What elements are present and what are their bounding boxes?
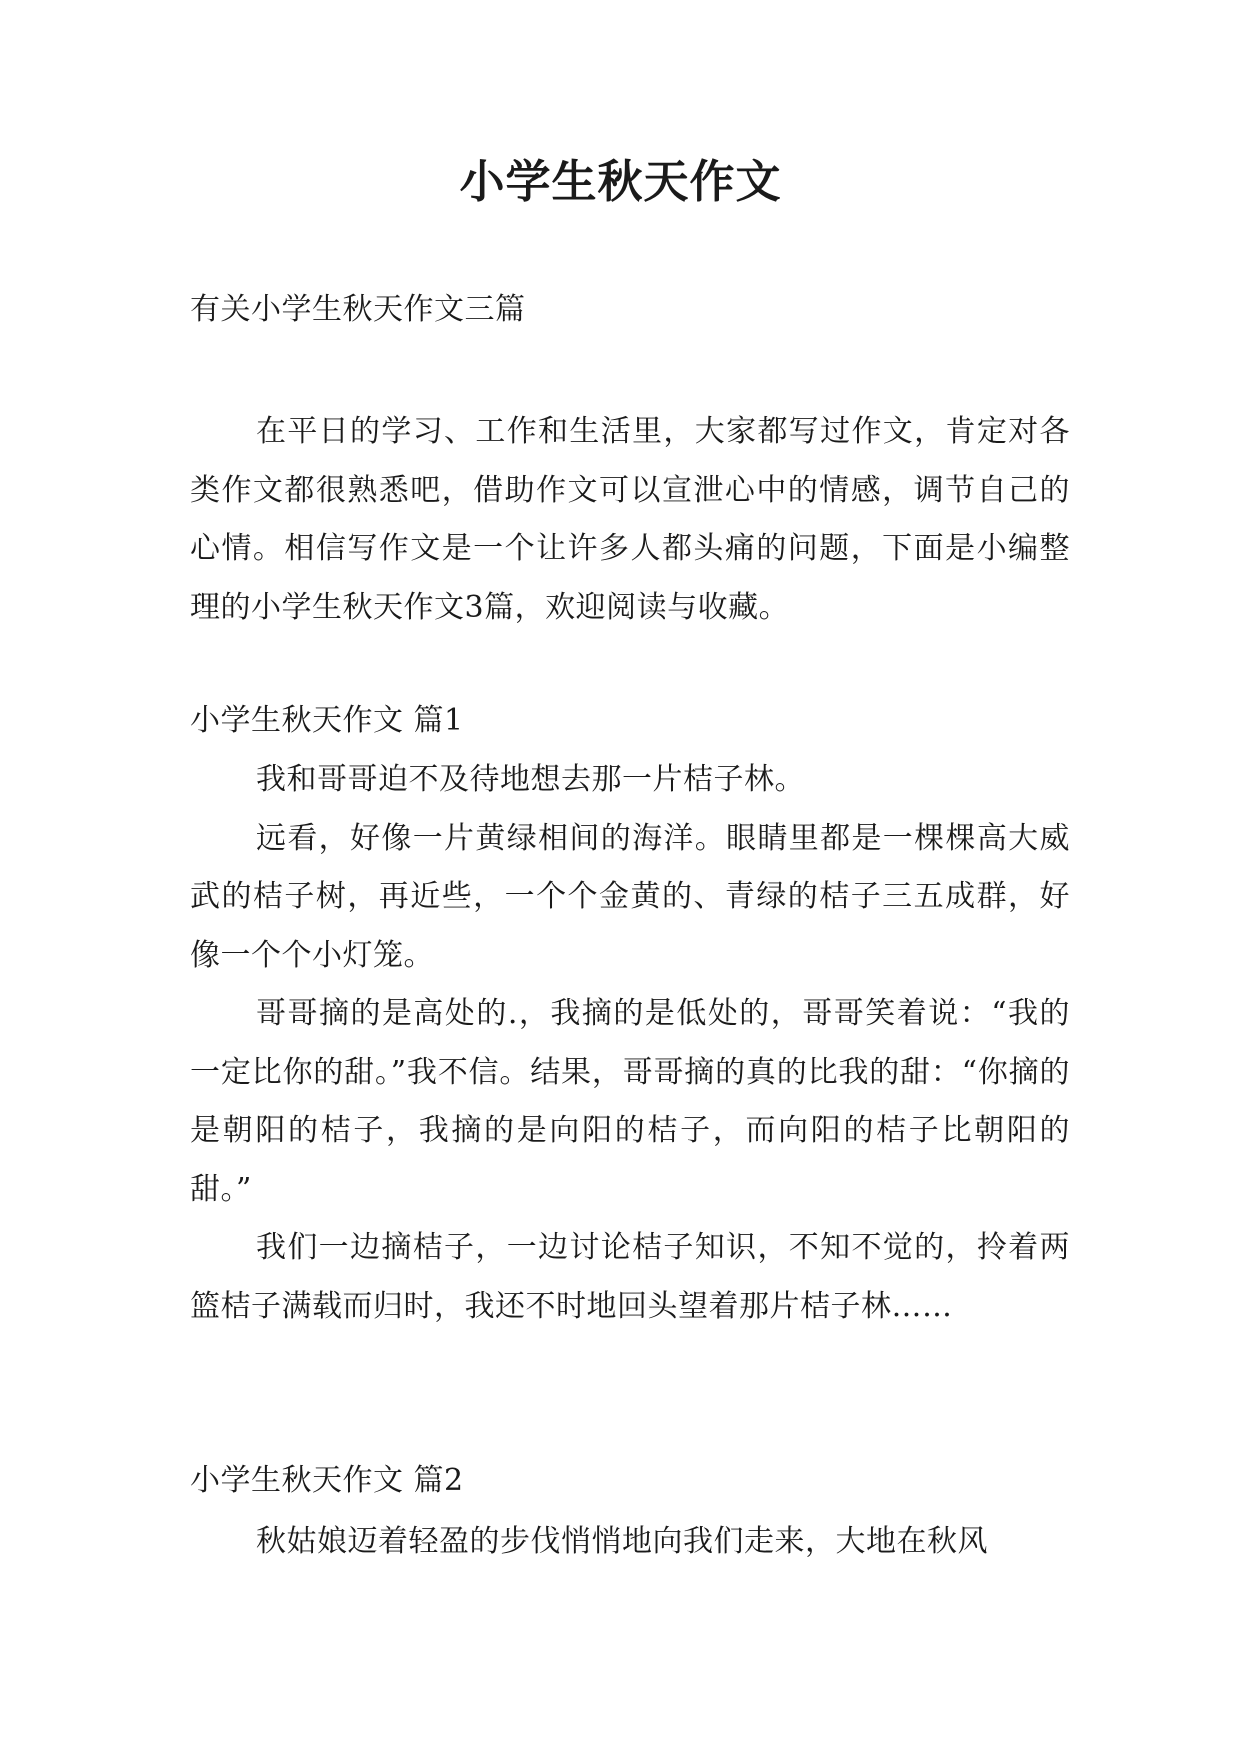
essay-2-heading: 小学生秋天作文 篇2 [190,1463,464,1498]
intro-section [190,403,1070,637]
essay-2-body [190,1513,1070,1572]
essay-1-paragraph-2: 远看，好像一片黄绿相间的海洋。眼睛里都是一棵棵高大威武的桔子树，再近些，一个个金黄的、青绿的桔子三五成群，好像一个个小灯笼。 [190,820,1070,973]
essay-2-paragraph-1: 秋姑娘迈着轻盈的步伐悄悄地向我们走来，大地在秋风 [256,1524,988,1559]
intro-paragraph: 在平日的学习、工作和生活里，大家都写过作文，肯定对各类作文都很熟悉吧，借助作文可以宣泄心中的情感，调节自己的心情。相信写作文是一个让许多人都头痛的问题，下面是小编整理的小学生秋天作文3篇，欢迎阅读与收藏。 [190,414,1070,625]
document-subtitle: 有关小学生秋天作文三篇 [190,292,526,327]
essay-1-paragraph-3: 哥哥摘的是高处的.，我摘的是低处的，哥哥笑着说：“我的一定比你的甜。”我不信。结果，哥哥摘的真的比我的甜：“你摘的是朝阳的桔子，我摘的是向阳的桔子，而向阳的桔子比朝阳的甜。” [190,996,1070,1207]
document-title: 小学生秋天作文 [459,155,782,208]
essay-1-paragraph-1: 我和哥哥迫不及待地想去那一片桔子林。 [256,762,805,797]
essay-1-paragraph-4: 我们一边摘桔子，一边讨论桔子知识，不知不觉的，拎着两篮桔子满载而归时，我还不时地回头望着那片桔子林…… [190,1230,1070,1324]
essay-1-heading: 小学生秋天作文 篇1 [190,703,464,738]
essay-1-body [190,751,1070,1336]
